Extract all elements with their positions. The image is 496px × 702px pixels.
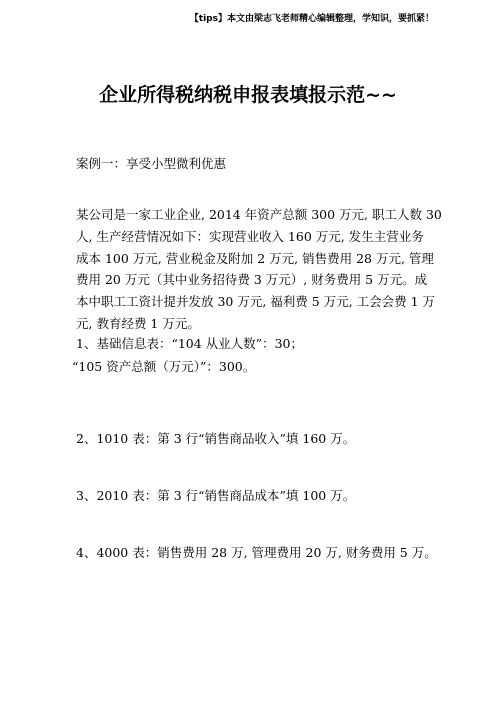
- paragraph-line: 本中职工工资计提并发放 30 万元, 福利费 5 万元, 工会会费 1 万: [76, 294, 436, 310]
- paragraph-line: 费用 20 万元（其中业务招待费 3 万元）, 财务费用 5 万元。成: [76, 272, 428, 288]
- list-item-2010-form: 3、2010 表：第 3 行“销售商品成本”填 100 万。: [76, 488, 356, 503]
- paragraph-line: 人, 生产经营情况如下：实现营业收入 160 万元, 发生主营业务: [76, 228, 424, 244]
- list-item-4000-form: 4、4000 表：销售费用 28 万, 管理费用 20 万, 财务费用 5 万。: [76, 545, 437, 560]
- case-description-paragraph: [76, 204, 442, 335]
- list-item-1010-form: 2、1010 表：第 3 行“销售商品收入”填 160 万。: [76, 431, 356, 446]
- list-item-basic-info-continued: “105 资产总额（万元）”：300。: [72, 359, 256, 374]
- paragraph-line: 元, 教育经费 1 万元。: [76, 315, 200, 331]
- tips-banner: 【tips】本文由梁志飞老师精心编辑整理，学知识，要抓紧！: [189, 14, 434, 24]
- paragraph-line: 某公司是一家工业企业, 2014 年资产总额 300 万元, 职工人数 30: [76, 207, 442, 222]
- list-item-basic-info: 1、基础信息表：“104 从业人数”：30；: [76, 336, 303, 351]
- case-heading: 案例一：享受小型微利优惠: [76, 156, 227, 171]
- document-title: 企业所得税纳税申报表填报示范~~: [99, 84, 397, 106]
- paragraph-line: 成本 100 万元, 营业税金及附加 2 万元, 销售费用 28 万元, 管理: [76, 250, 434, 266]
